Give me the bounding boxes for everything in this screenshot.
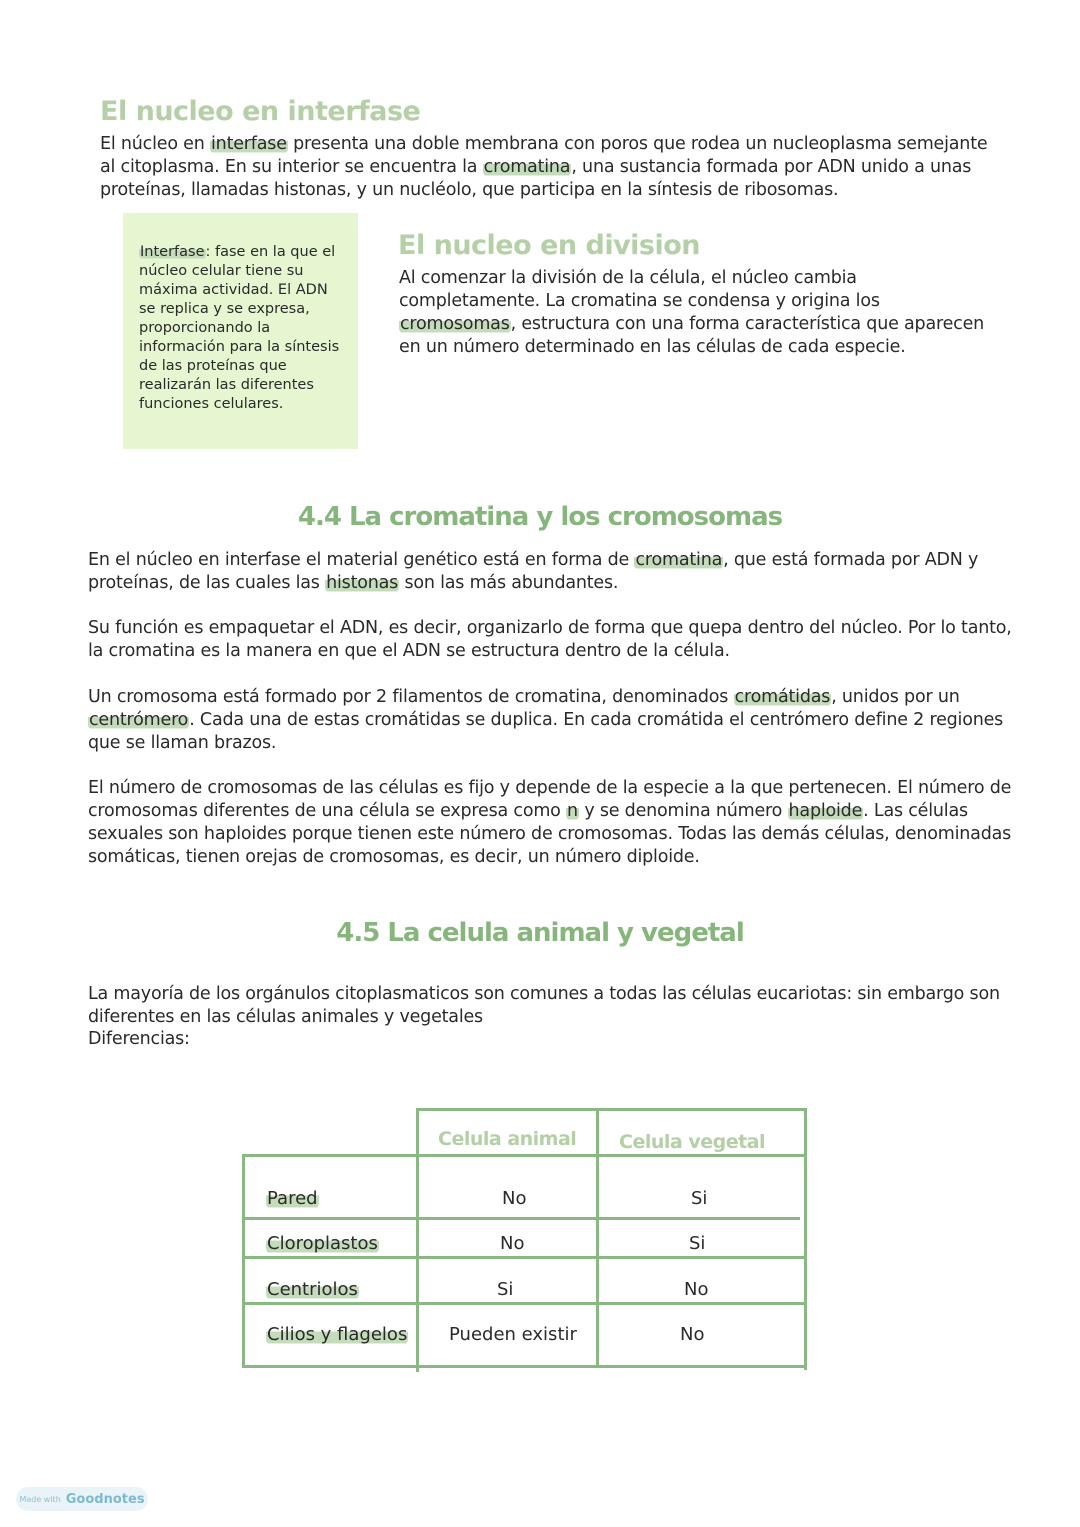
- table-divider: [418, 1108, 807, 1111]
- paragraph-numero-cromosomas: El número de cromosomas de las células es fijo y depende de la especie a la que pertenecen. El número de cromosomas diferentes de una célula se expresa como n y se denomina número haploide. Las células sexuales son haploides porque tienen este número de cromosomas. Todas las demás células, denominadas somáticas, tienen orejas de cromosomas, es decir, un número diploide.: [88, 778, 1012, 867]
- highlight-n: n: [567, 801, 578, 821]
- table-cell-animal: No: [500, 1233, 525, 1254]
- badge-brand: Goodnotes: [65, 1491, 145, 1507]
- table-divider: [804, 1108, 807, 1370]
- paragraph-nucleo-interfase: El núcleo en interfase presenta una doble membrana con poros que rodea un nucleoplasma semejante al citoplasma. En su interior se encuentra la cromatina, una sustancia formada por ADN unido a unas proteínas, llamadas histonas, y un nucléolo, que participa en la síntesis de ribosomas.: [100, 134, 988, 200]
- heading-section-4-5: 4.5 La celula animal y vegetal: [336, 918, 744, 948]
- highlight-interfase: interfase: [211, 134, 287, 154]
- heading-nucleo-interfase: El nucleo en interfase: [100, 96, 421, 127]
- table-divider: [242, 1154, 245, 1368]
- table-cell-vegetal: Si: [689, 1233, 706, 1254]
- label-diferencias: Diferencias:: [88, 1029, 190, 1049]
- table-cell-vegetal: No: [680, 1324, 705, 1345]
- paragraph-organulos: La mayoría de los orgánulos citoplasmaticos son comunes a todas las células eucariotas: sin embargo son diferentes en las células animales y vegetales: [88, 984, 1000, 1027]
- table-divider: [242, 1302, 807, 1305]
- paragraph-cromosoma: Un cromosoma está formado por 2 filamentos de cromatina, denominados cromátidas, unidos por un centrómero. Cada una de estas cromátidas se duplica. En cada cromátida el centrómero define 2 regiones que se llaman brazos.: [88, 687, 1004, 753]
- table-divider: [416, 1108, 419, 1372]
- table-header-animal: Celula animal: [438, 1128, 577, 1150]
- highlight-haploide: haploide: [788, 801, 863, 821]
- table-row-label: Cloroplastos: [267, 1233, 378, 1254]
- table-cell-vegetal: Si: [691, 1188, 708, 1209]
- table-row-label: Cilios y flagelos: [267, 1324, 408, 1345]
- comparison-table: [242, 1108, 807, 1370]
- paragraph-cromatina: En el núcleo en interfase el material genético está en forma de cromatina, que está formada por ADN y proteínas, de las cuales las histonas son las más abundantes.: [88, 550, 979, 593]
- paragraph-nucleo-division: Al comenzar la división de la célula, el núcleo cambia completamente. La cromatina se condensa y origina los cromosomas, estructura con una forma característica que aparecen en un número determinado en las células de cada especie.: [399, 268, 985, 357]
- table-divider: [242, 1217, 800, 1220]
- table-header-vegetal: Celula vegetal: [619, 1131, 765, 1153]
- table-cell-animal: No: [502, 1188, 527, 1209]
- table-row-label: Pared: [267, 1188, 318, 1209]
- definition-note-interfase: [123, 213, 358, 449]
- highlight-cromatina-2: cromatina: [635, 550, 723, 570]
- table-cell-animal: Pueden existir: [449, 1324, 577, 1345]
- heading-section-4-4: 4.4 La cromatina y los cromosomas: [297, 502, 783, 532]
- highlight-centromero: centrómero: [89, 710, 189, 730]
- table-row-label: Centriolos: [267, 1279, 358, 1300]
- table-divider: [242, 1365, 807, 1368]
- highlight-note-term: Interfase: [140, 244, 205, 260]
- table-divider: [242, 1154, 807, 1157]
- table-divider: [596, 1108, 599, 1368]
- note-text: Interfase: fase en la que el núcleo celular tiene su máxima actividad. El ADN se replica y se expresa, proporcionando la información para la síntesis de las proteínas que realizarán las diferentes funciones celulares.: [139, 244, 340, 412]
- badge-prefix: Made with: [19, 1494, 61, 1504]
- paragraph-funcion: Su función es empaquetar el ADN, es decir, organizarlo de forma que quepa dentro del núcleo. Por lo tanto, la cromatina es la manera en que el ADN se estructura dentro de la célula.: [88, 618, 1012, 661]
- highlight-cromosomas: cromosomas: [400, 314, 510, 334]
- goodnotes-badge[interactable]: [16, 1487, 148, 1511]
- highlight-histonas: histonas: [326, 573, 399, 593]
- highlight-cromatina: cromatina: [483, 157, 571, 177]
- highlight-cromatidas: cromátidas: [734, 687, 831, 707]
- table-divider: [244, 1256, 807, 1259]
- table-cell-vegetal: No: [684, 1279, 709, 1300]
- heading-nucleo-division: El nucleo en division: [398, 230, 701, 261]
- table-cell-animal: Si: [497, 1279, 514, 1300]
